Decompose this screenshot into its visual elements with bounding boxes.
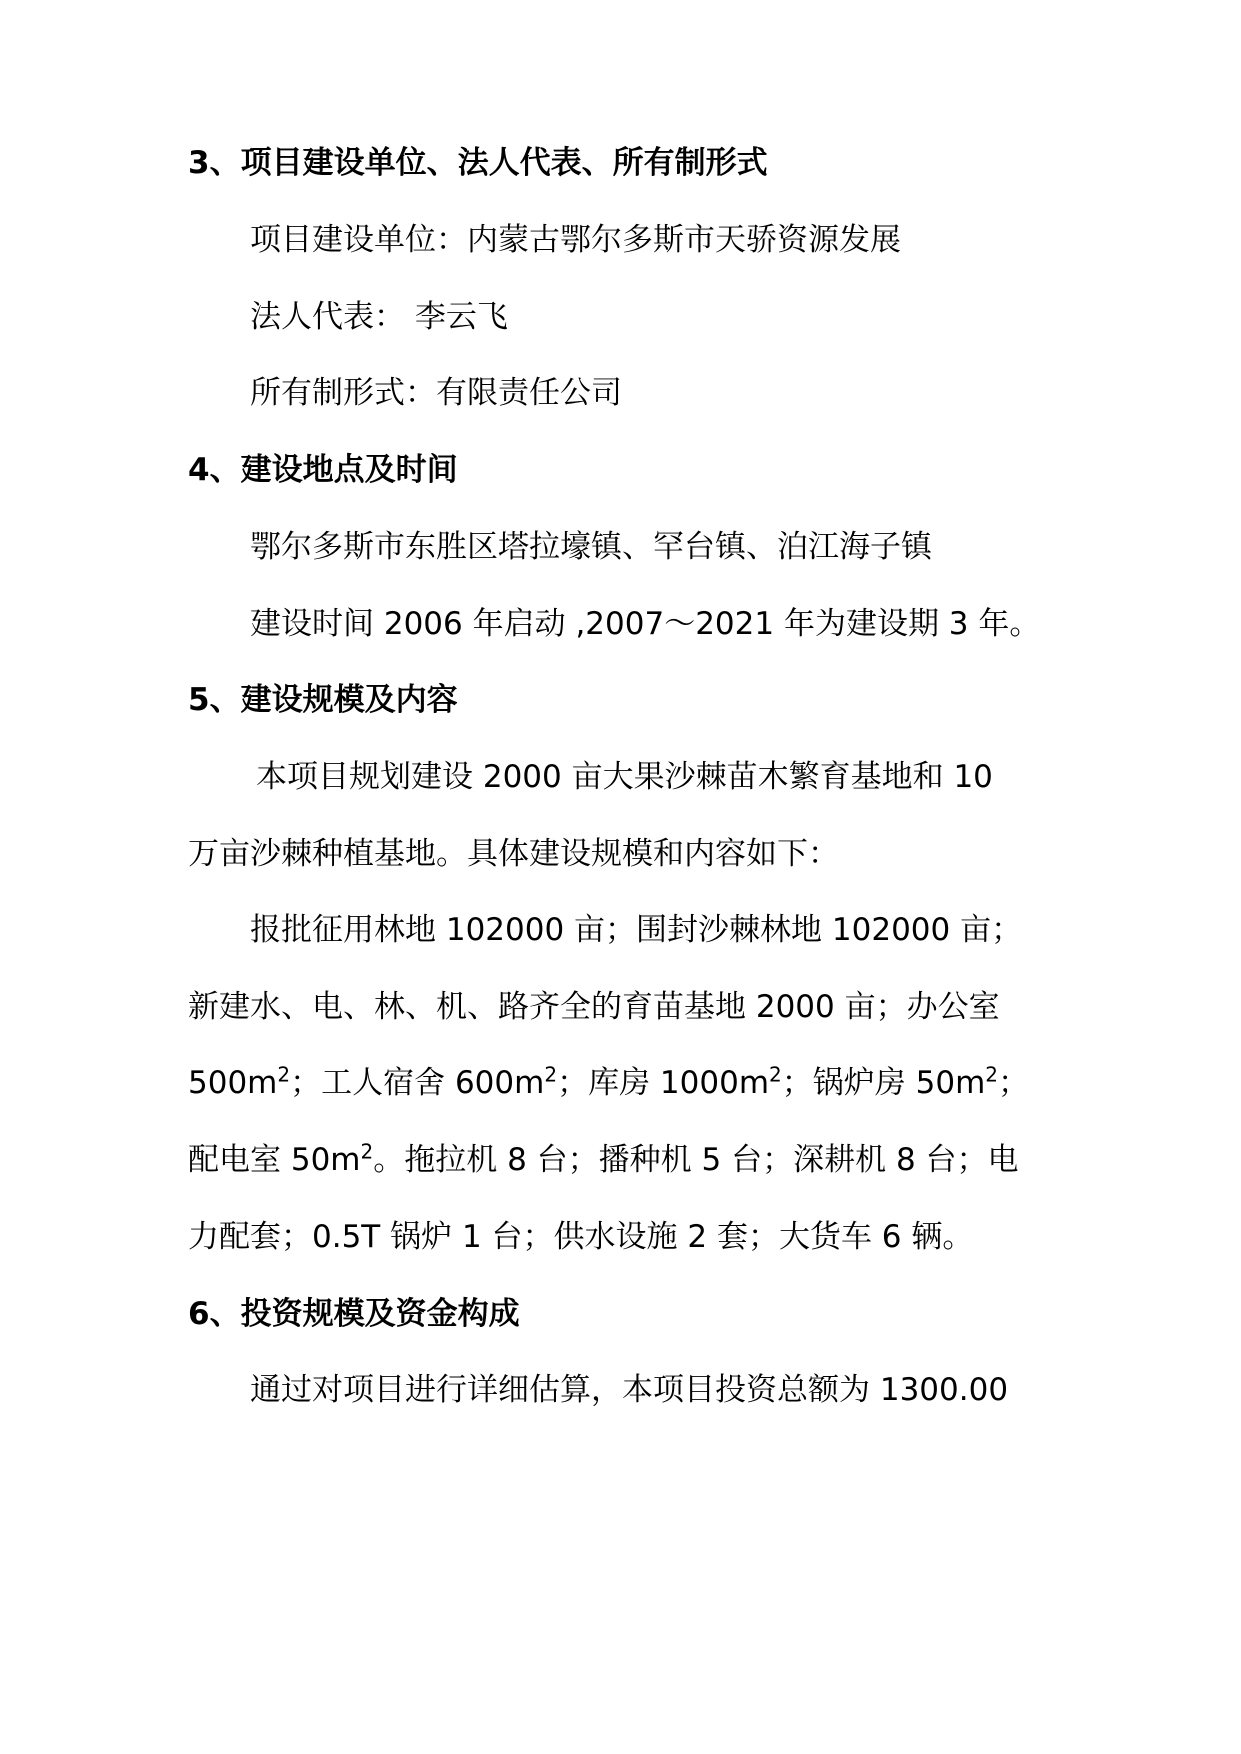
content-paragraph-line-3: [188, 1063, 1068, 1103]
section-6-heading: 6、投资规模及资金构成: [188, 1296, 520, 1332]
construction-unit-line: 项目建设单位：内蒙古鄂尔多斯市天骄资源发展: [250, 222, 901, 258]
content-paragraph-line-2: 新建水、电、林、机、路齐全的育苗基地 2000 亩；办公室: [188, 989, 1000, 1025]
ownership-form-line: 所有制形式：有限责任公司: [250, 375, 622, 411]
storage-area-text: ；库房 1000m: [557, 1065, 770, 1101]
superscript-2: 2: [360, 1139, 374, 1164]
section-4-heading: 4、建设地点及时间: [188, 452, 458, 488]
content-paragraph-line-4: [188, 1140, 1068, 1180]
line-end-semicolon: ；: [998, 1065, 1029, 1101]
content-paragraph-line-1: 报批征用林地 102000 亩；围封沙棘林地 102000 亩；: [250, 912, 1023, 948]
section-5-heading: 5、建设规模及内容: [188, 682, 458, 718]
superscript-2: 2: [769, 1062, 782, 1087]
superscript-2: 2: [985, 1062, 998, 1087]
office-area-text: 500m: [188, 1065, 278, 1101]
machinery-text: 。拖拉机 8 台；播种机 5 台；深耕机 8 台；电: [373, 1142, 1019, 1178]
legal-representative-line: 法人代表： 李云飞: [250, 299, 508, 335]
investment-paragraph-line-1: 通过对项目进行详细估算，本项目投资总额为 1300.00: [250, 1372, 1009, 1408]
section-3-heading: 3、项目建设单位、法人代表、所有制形式: [188, 145, 768, 181]
superscript-2: 2: [544, 1062, 558, 1087]
superscript-2: 2: [277, 1062, 291, 1087]
boiler-room-area-text: ；锅炉房 50m: [781, 1065, 986, 1101]
power-room-area-text: 配电室 50m: [188, 1142, 361, 1178]
scale-paragraph-line-1: 本项目规划建设 2000 亩大果沙棘苗木繁育基地和 10: [256, 759, 993, 795]
scale-paragraph-line-2: 万亩沙棘种植基地。具体建设规模和内容如下：: [188, 836, 839, 872]
content-paragraph-line-5: 力配套；0.5T 锅炉 1 台；供水设施 2 套；大货车 6 辆。: [188, 1219, 974, 1255]
construction-time-line: 建设时间 2006 年启动 ,2007～2021 年为建设期 3 年。: [250, 606, 1041, 642]
location-line: 鄂尔多斯市东胜区塔拉壕镇、罕台镇、泊江海子镇: [250, 529, 932, 565]
dormitory-area-text: ；工人宿舍 600m: [290, 1065, 545, 1101]
